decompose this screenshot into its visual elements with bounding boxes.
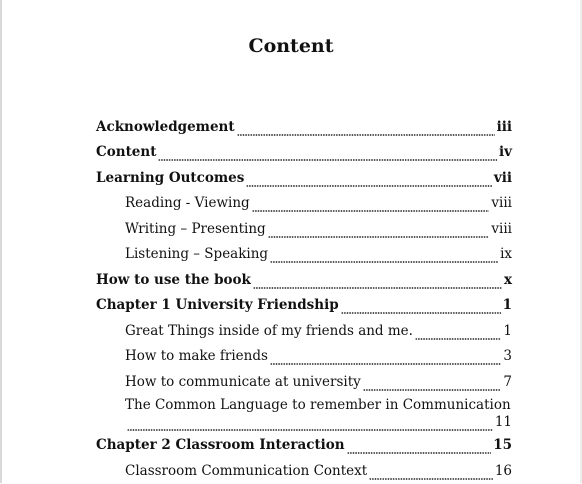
toc-entry-page: iii bbox=[496, 118, 512, 135]
toc-entry-label: Writing – Presenting bbox=[125, 220, 266, 237]
page-left-edge bbox=[0, 0, 2, 483]
toc-entry-communicate-university[interactable] bbox=[96, 369, 512, 395]
dot-leader bbox=[252, 200, 490, 212]
toc-entry-label: Content bbox=[96, 144, 157, 161]
toc-entry-page: 16 bbox=[494, 462, 512, 479]
toc-entry-chapter-1[interactable] bbox=[96, 293, 512, 319]
toc-entry-label: Learning Outcomes bbox=[96, 169, 245, 186]
table-of-contents bbox=[96, 114, 512, 484]
toc-entry-learning-outcomes[interactable] bbox=[96, 165, 512, 191]
toc-entry-page: 1 bbox=[502, 297, 512, 314]
toc-entry-content[interactable] bbox=[96, 140, 512, 166]
toc-entry-label: Acknowledgement bbox=[96, 118, 235, 135]
toc-entry-chapter-2[interactable] bbox=[96, 433, 512, 459]
toc-entry-writing-presenting[interactable] bbox=[96, 216, 512, 242]
dot-leader bbox=[341, 302, 501, 314]
toc-entry-page: 1 bbox=[503, 322, 512, 339]
dot-leader bbox=[246, 175, 492, 187]
dot-leader bbox=[158, 149, 497, 161]
toc-entry-label: The Common Language to remember in Communication bbox=[125, 396, 511, 413]
dot-leader bbox=[415, 328, 501, 340]
toc-entry-page: viii bbox=[491, 220, 512, 237]
toc-entry-label: How to make friends bbox=[125, 348, 268, 365]
toc-entry-acknowledgement[interactable] bbox=[96, 114, 512, 140]
toc-entry-great-things[interactable] bbox=[96, 318, 512, 344]
dot-leader bbox=[237, 124, 495, 136]
dot-leader bbox=[253, 277, 502, 289]
toc-entry-page: 15 bbox=[493, 437, 512, 454]
toc-entry-reading-viewing[interactable] bbox=[96, 191, 512, 217]
dot-leader bbox=[369, 468, 493, 480]
dot-leader bbox=[268, 226, 490, 238]
toc-entry-page: x bbox=[503, 271, 512, 288]
page-title: Content bbox=[248, 35, 334, 57]
dot-leader bbox=[347, 442, 492, 454]
dot-leader bbox=[363, 379, 502, 391]
toc-entry-label: How to use the book bbox=[96, 271, 251, 288]
toc-entry-classroom-communication[interactable] bbox=[96, 458, 512, 484]
toc-entry-page: ix bbox=[500, 246, 512, 263]
toc-entry-how-to-use[interactable] bbox=[96, 267, 512, 293]
toc-entry-page: vii bbox=[493, 169, 512, 186]
toc-entry-label: Chapter 2 Classroom Interaction bbox=[96, 437, 345, 454]
toc-entry-page: 3 bbox=[503, 348, 512, 365]
toc-entry-page: 7 bbox=[503, 373, 512, 390]
toc-entry-page: viii bbox=[491, 195, 512, 212]
toc-entry-label: Classroom Communication Context bbox=[125, 462, 368, 479]
toc-entry-listening-speaking[interactable] bbox=[96, 242, 512, 268]
toc-entry-label: Great Things inside of my friends and me. bbox=[125, 322, 413, 339]
toc-entry-label: Listening – Speaking bbox=[125, 246, 269, 263]
toc-entry-common-language[interactable] bbox=[96, 395, 512, 433]
dot-leader bbox=[270, 353, 501, 365]
toc-entry-label: How to communicate at university bbox=[125, 373, 361, 390]
toc-entry-make-friends[interactable] bbox=[96, 344, 512, 370]
toc-entry-leader-line bbox=[125, 414, 512, 431]
toc-entry-page: iv bbox=[499, 144, 512, 161]
toc-entry-page: 11 bbox=[494, 414, 512, 430]
toc-entry-label: Chapter 1 University Friendship bbox=[96, 297, 339, 314]
dot-leader bbox=[270, 251, 498, 263]
toc-entry-label: Reading - Viewing bbox=[125, 195, 250, 212]
dot-leader bbox=[127, 419, 493, 431]
